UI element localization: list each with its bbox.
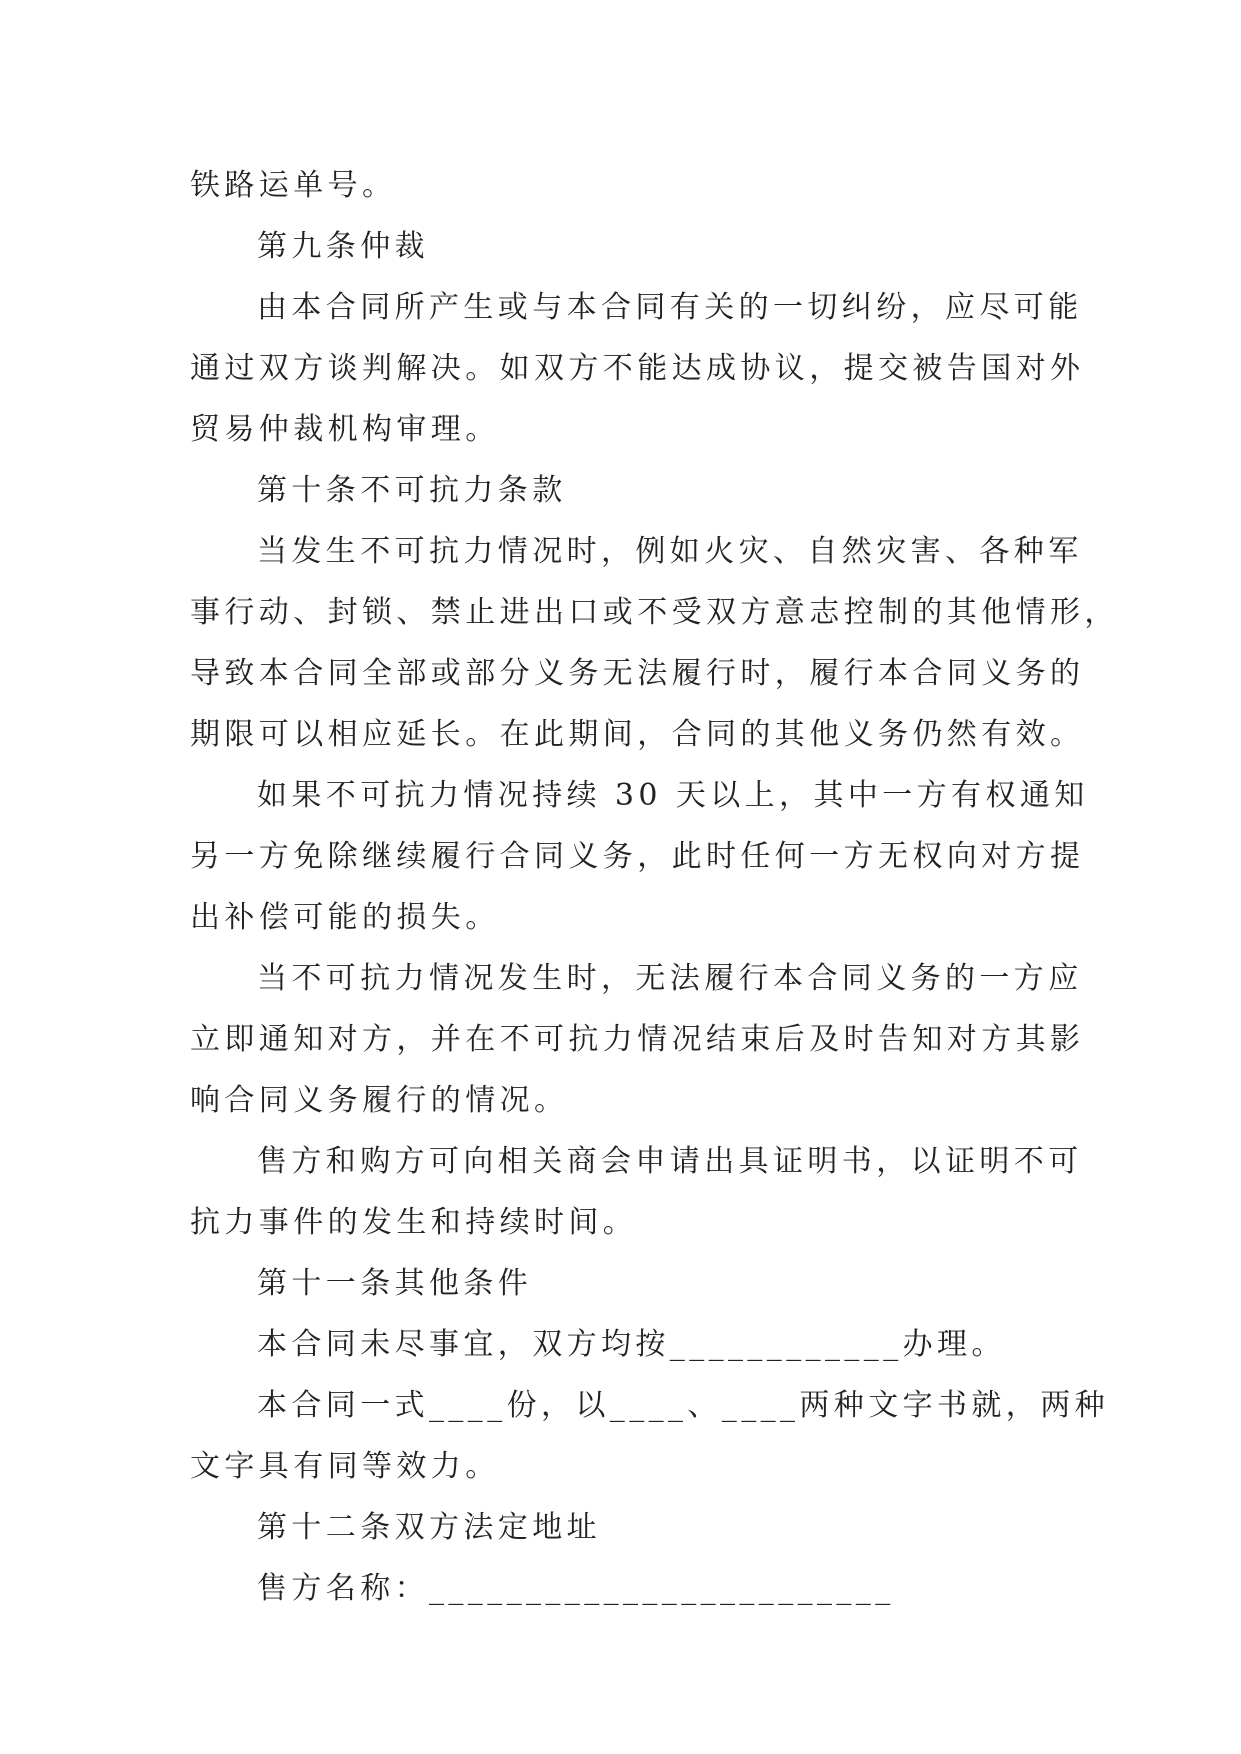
text-line: 响合同义务履行的情况。 xyxy=(190,1083,569,1118)
section-heading-other-conditions: 第十一条其他条件 xyxy=(257,1266,533,1301)
section-heading-arbitration: 第九条仲裁 xyxy=(257,229,429,264)
text-line: 铁路运单号。 xyxy=(190,168,397,203)
text-line: 本合同一式____份，以____、____两种文字书就，两种 xyxy=(257,1388,1109,1423)
text-line: 当发生不可抗力情况时，例如火灾、自然灾害、各种军 xyxy=(257,534,1083,569)
text-line: 通过双方谈判解决。如双方不能达成协议，提交被告国对外 xyxy=(190,351,1085,386)
text-line: 事行动、封锁、禁止进出口或不受双方意志控制的其他情形， xyxy=(190,595,1119,630)
contract-text xyxy=(190,155,1119,1619)
text-line: 期限可以相应延长。在此期间，合同的其他义务仍然有效。 xyxy=(190,717,1085,752)
text-line: 售方和购方可向相关商会申请出具证明书，以证明不可 xyxy=(257,1144,1083,1179)
text-line: 导致本合同全部或部分义务无法履行时，履行本合同义务的 xyxy=(190,656,1085,691)
text-line: 立即通知对方，并在不可抗力情况结束后及时告知对方其影 xyxy=(190,1022,1085,1057)
text-line: 本合同未尽事宜，双方均按____________办理。 xyxy=(257,1327,1006,1362)
text-line: 另一方免除继续履行合同义务，此时任何一方无权向对方提 xyxy=(190,839,1085,874)
text-line: 贸易仲裁机构审理。 xyxy=(190,412,500,447)
text-line: 当不可抗力情况发生时，无法履行本合同义务的一方应 xyxy=(257,961,1083,996)
text-line: 抗力事件的发生和持续时间。 xyxy=(190,1205,638,1240)
seller-name-line: 售方名称：________________________ xyxy=(257,1571,895,1606)
text-line: 文字具有同等效力。 xyxy=(190,1449,500,1484)
text-line: 由本合同所产生或与本合同有关的一切纠纷，应尽可能 xyxy=(257,290,1083,325)
text-line: 出补偿可能的损失。 xyxy=(190,900,500,935)
section-heading-legal-addresses: 第十二条双方法定地址 xyxy=(257,1510,601,1545)
section-heading-force-majeure: 第十条不可抗力条款 xyxy=(257,473,567,508)
text-line: 如果不可抗力情况持续 30 天以上，其中一方有权通知 xyxy=(257,778,1089,813)
